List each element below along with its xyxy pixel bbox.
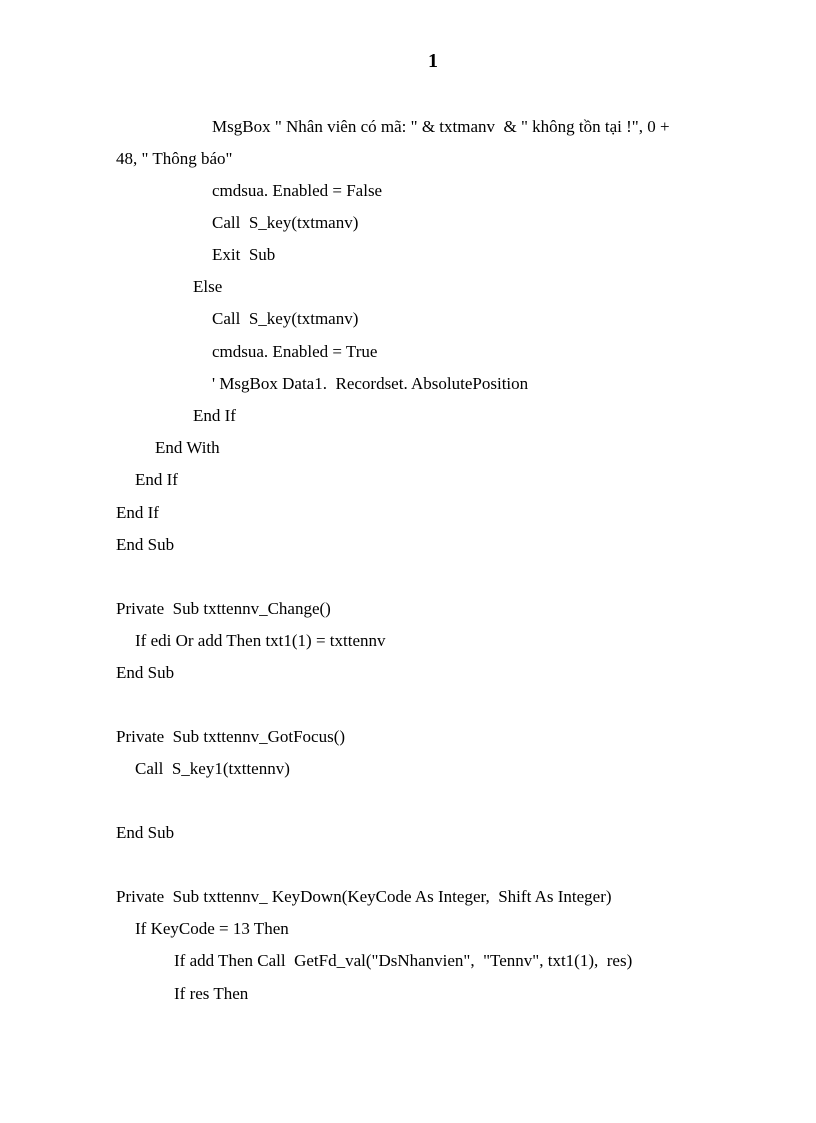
code-line: End Sub xyxy=(116,535,175,554)
code-line: Exit Sub xyxy=(212,245,276,264)
code-line: Call S_key(txtmanv) xyxy=(212,309,359,328)
code-line: If res Then xyxy=(174,984,249,1003)
code-line: Else xyxy=(193,277,223,296)
code-line: cmdsua. Enabled = False xyxy=(212,181,383,200)
code-line: End If xyxy=(135,470,178,489)
code-line: MsgBox " Nhân viên có mã: " & txtmanv & " không tồn tại !", 0 + xyxy=(212,117,670,136)
code-line: If add Then Call GetFd_val("DsNhanvien", "Tennv", txt1(1), res) xyxy=(174,951,633,970)
code-line: End If xyxy=(193,406,236,425)
code-line: cmdsua. Enabled = True xyxy=(212,342,378,361)
code-line: If KeyCode = 13 Then xyxy=(135,919,289,938)
code-line: End If xyxy=(116,503,159,522)
code-line: End With xyxy=(155,438,220,457)
code-line: End Sub xyxy=(116,663,175,682)
page-number: 1 xyxy=(428,50,438,72)
code-line: Call S_key(txtmanv) xyxy=(212,213,359,232)
code-line: Private Sub txttennv_Change() xyxy=(116,599,331,618)
code-line: ' MsgBox Data1. Recordset. AbsolutePosition xyxy=(212,374,529,393)
code-line: If edi Or add Then txt1(1) = txttennv xyxy=(135,631,386,650)
code-line: 48, " Thông báo" xyxy=(116,149,233,168)
code-line: Call S_key1(txttennv) xyxy=(135,759,290,778)
code-line: End Sub xyxy=(116,823,175,842)
code-line: Private Sub txttennv_ KeyDown(KeyCode As Integer, Shift As Integer) xyxy=(116,887,612,906)
code-line: Private Sub txttennv_GotFocus() xyxy=(116,727,346,746)
